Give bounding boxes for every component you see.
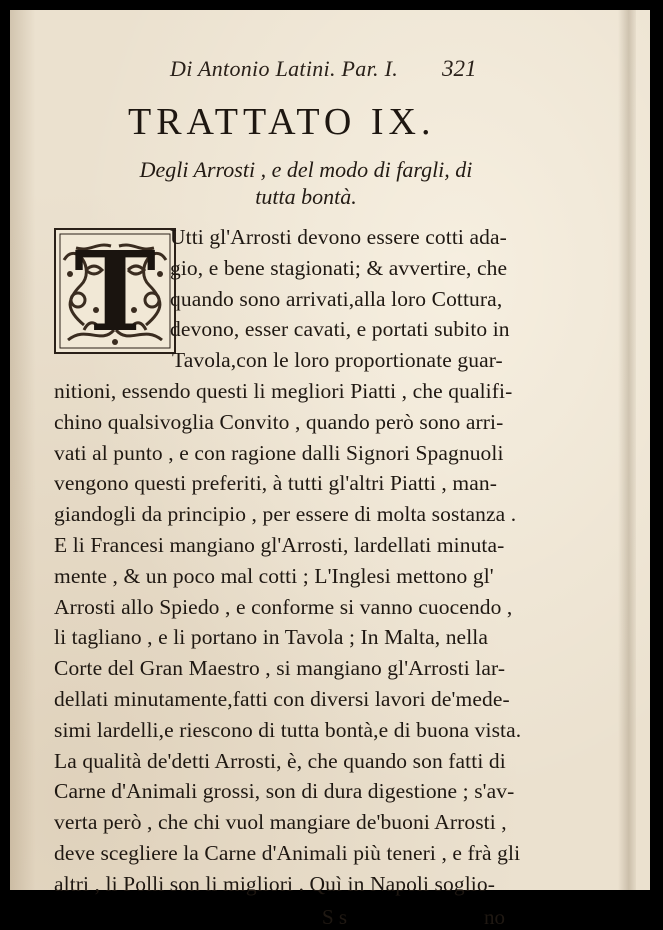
- body-line: vengono questi preferiti, à tutti gl'altri Piatti , man-: [54, 471, 497, 496]
- body-line: nitioni, essendo questi li megliori Piatti , che qualifi-: [54, 379, 513, 403]
- body-line: verta però , che chi vuol mangiare de'buoni Arrosti ,: [54, 810, 507, 835]
- running-head: Di Antonio Latini. Par. I.: [170, 56, 399, 81]
- body-line: Carne d'Animali grossi, son di dura digestione ; s'av-: [54, 779, 515, 804]
- treatise-subtitle: [106, 156, 506, 210]
- body-line: dellati minutamente,fatti con diversi lavori de'mede-: [54, 687, 510, 711]
- treatise-title: TRATTATO IX.: [128, 101, 436, 143]
- body-line: mente , & un poco mal cotti ; L'Inglesi mettono gl': [54, 563, 494, 588]
- subtitle-line-1: Degli Arrosti , e del modo di fargli, di: [139, 157, 473, 182]
- body-line: Tavola,con le loro proportionate guar-: [172, 348, 503, 373]
- page-number: 321: [442, 56, 477, 81]
- body-line: Corte del Gran Maestro , si mangiano gl'Arrosti lar-: [54, 656, 506, 681]
- body-line: simi lardelli,e riescono di tutta bontà,e di buona vista.: [54, 717, 522, 742]
- body-line: E li Francesi mangiano gl'Arrosti, lardellati minuta-: [54, 533, 505, 557]
- body-line: vati al punto , e con ragione dalli Signori Spagnuoli: [54, 440, 504, 465]
- drop-cap-letter: T: [74, 227, 156, 356]
- body-line: altri , li Polli son li migliori . Quì in Napoli soglio-: [54, 871, 495, 896]
- signature-mark: S s: [322, 904, 348, 929]
- body-line: deve scegliere la Carne d'Animali più teneri , e frà gli: [54, 841, 521, 865]
- subtitle-line-2: tutta bontà.: [255, 184, 357, 209]
- body-line: gio, e bene stagionati; & avvertire, che: [170, 255, 508, 280]
- body-line: Utti gl'Arrosti devono essere cotti ada-: [170, 225, 507, 249]
- catchword: no: [484, 904, 505, 929]
- page-fold-shadow: [618, 10, 636, 890]
- body-line: quando sono arrivati,alla loro Cottura,: [170, 286, 503, 311]
- decorated-initial: [54, 228, 176, 354]
- book-page: [10, 10, 650, 929]
- body-line: Arrosti allo Spiedo , e conforme si vanno cuocendo ,: [54, 594, 513, 619]
- body-line: devono, esser cavati, e portati subito in: [170, 317, 510, 342]
- body-line: giandogli da principio , per essere di molta sostanza .: [54, 502, 517, 527]
- body-line: li tagliano , e li portano in Tavola ; In Malta, nella: [54, 625, 488, 650]
- body-line: La qualità de'detti Arrosti, è, che quando son fatti di: [54, 748, 506, 773]
- body-line: chino qualsivoglia Convito , quando però sono arri-: [54, 409, 504, 434]
